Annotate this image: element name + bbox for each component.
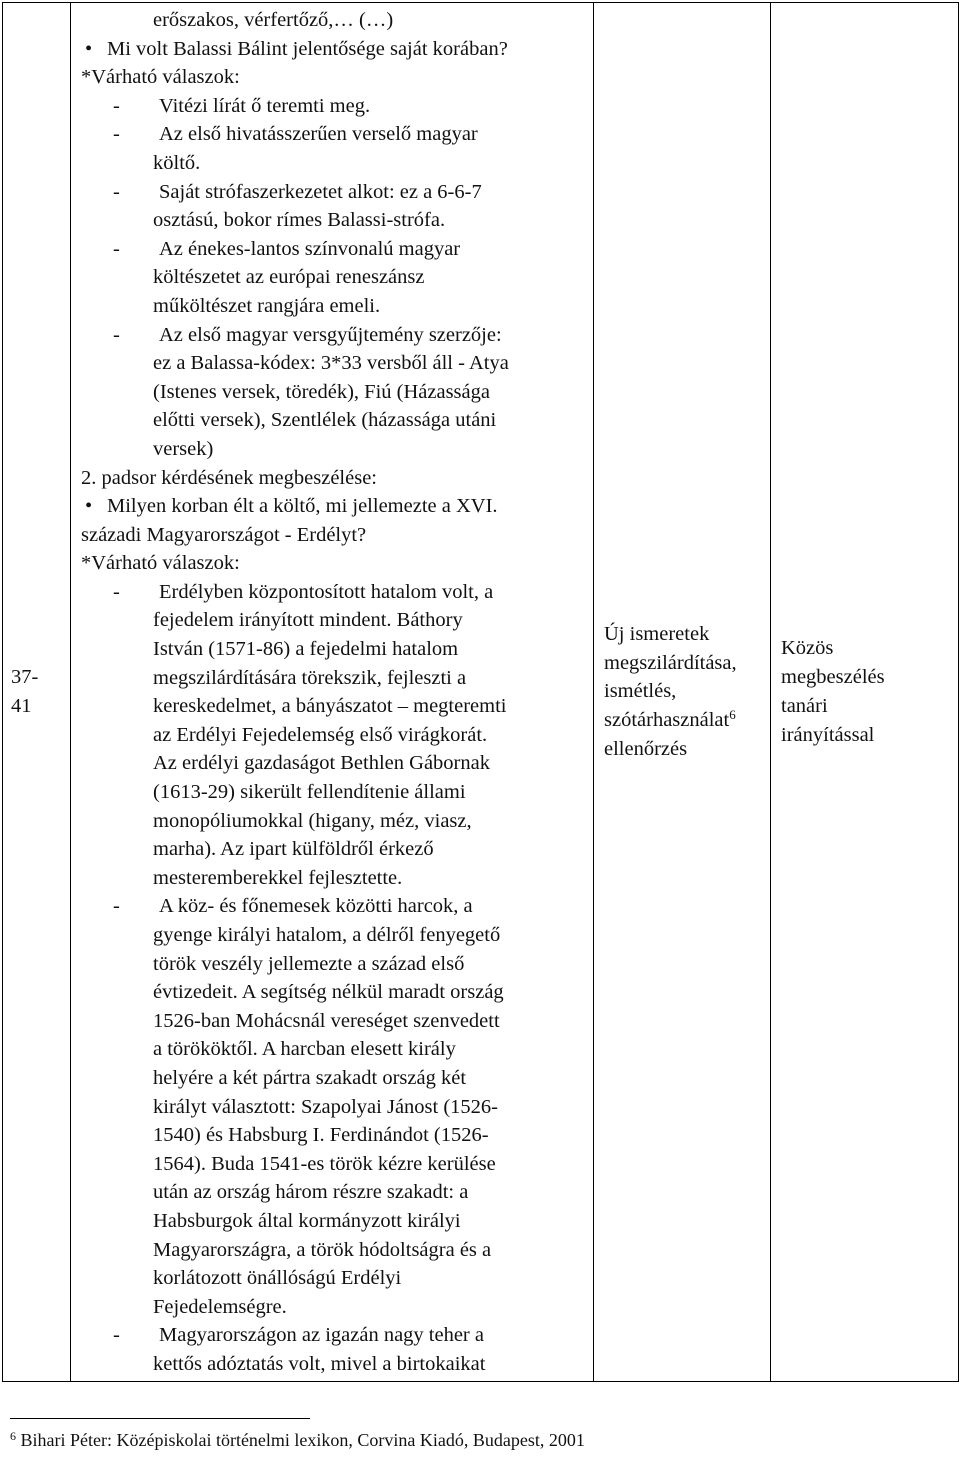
answer-continuation: előtti versek), Szentlélek (házassága utáni: [153, 409, 497, 432]
answer-continuation: helyére a két pártra szakadt ország két: [153, 1066, 467, 1089]
footnote-marker: 6: [10, 1429, 16, 1443]
footnote-text: Bihari Péter: Középiskolai történelmi lexikon, Corvina Kiadó, Budapest, 2001: [16, 1430, 585, 1450]
answer-text: Erdélyben központosított hatalom volt, a: [159, 580, 494, 603]
answer-continuation: István (1571-86) a fejedelmi hatalom: [153, 638, 459, 661]
answer-continuation: műköltészet rangjára emeli.: [153, 294, 381, 317]
content-cell: [71, 3, 594, 1382]
organization-text: [771, 634, 958, 749]
content-text: [71, 3, 593, 1381]
bullet-icon: •: [85, 495, 93, 518]
answer-item: [81, 892, 589, 921]
method-text: [594, 620, 770, 764]
answer-continuation: 1564). Buda 1541-es török kézre kerülése: [153, 1152, 496, 1175]
answer-text: A köz- és főnemesek közötti harcok, a: [159, 895, 473, 918]
method-line: [604, 706, 770, 735]
answer-text: Az énekes-lantos színvonalú magyar: [159, 237, 461, 260]
answer-continuation: (1613-29) sikerült fellendítenie állami: [153, 781, 466, 804]
lesson-plan-table: [2, 2, 959, 1382]
dash-marker: -: [113, 180, 120, 203]
question-continuation: századi Magyarországot - Erdélyt?: [81, 523, 367, 546]
expected-answers-label: *Várható válaszok:: [81, 552, 240, 575]
method-cell: [594, 3, 771, 1382]
bullet-icon: •: [85, 37, 93, 60]
answer-item: [81, 178, 589, 207]
answer-continuation: ez a Balassa-kódex: 3*33 versből áll - Atya: [153, 352, 509, 375]
method-line: ellenőrzés: [604, 737, 688, 760]
answer-continuation: marha). Az ipart külföldről érkező: [153, 838, 434, 861]
answer-continuation: kettős adóztatás volt, mivel a birtokaikat: [153, 1352, 486, 1375]
organization-line: megbeszélés: [781, 665, 885, 688]
answer-continuation: gyenge királyi hatalom, a délről fenyegető: [153, 924, 501, 946]
dash-marker: -: [113, 323, 120, 346]
footnote: [10, 1430, 585, 1451]
answer-continuation: a törököktől. A harcban elesett király: [153, 1038, 456, 1061]
answer-continuation: 1526-ban Mohácsnál vereséget szenvedett: [153, 1009, 500, 1032]
lesson-number-cell: [3, 3, 71, 1382]
organization-cell: [771, 3, 959, 1382]
organization-line: Közös: [781, 637, 834, 660]
method-line-text: szótárhasználat: [604, 709, 730, 732]
method-line: megszilárdítása,: [604, 651, 737, 674]
organization-line: irányítással: [781, 723, 875, 746]
table-row: [3, 3, 959, 1382]
method-line: ismétlés,: [604, 680, 677, 703]
answer-continuation: török veszély jellemezte a század első: [153, 952, 465, 975]
section-heading: 2. padsor kérdésének megbeszélése:: [81, 466, 377, 489]
answer-item: [81, 235, 589, 264]
answer-continuation: évtizedeit. A segítség nélkül maradt ország: [153, 981, 504, 1004]
dash-marker: -: [113, 94, 120, 117]
answer-continuation: korlátozott önállóságú Erdélyi: [153, 1267, 402, 1290]
answer-item: [81, 120, 589, 149]
answer-continuation: költő.: [153, 151, 201, 174]
answer-text: Magyarországon az igazán nagy teher a: [159, 1324, 484, 1347]
method-line: Új ismeretek: [604, 622, 710, 645]
answer-continuation: versek): [153, 437, 214, 460]
answer-continuation: kereskedelmet, a bányászatot – megteremti: [153, 695, 507, 718]
answer-continuation: fejedelem irányított mindent. Báthory: [153, 609, 463, 632]
organization-line: tanári: [781, 694, 828, 717]
answer-text: Vitézi lírát ő teremti meg.: [159, 94, 371, 117]
dash-marker: -: [113, 895, 120, 918]
dash-marker: -: [113, 1324, 120, 1347]
answer-continuation: után az ország három részre szakadt: a: [153, 1181, 469, 1204]
answer-text: Az első hivatásszerűen verselő magyar: [159, 123, 478, 146]
answer-continuation: mesteremberekkel fejlesztette.: [153, 866, 403, 889]
answer-continuation: költészetet az európai reneszánsz: [153, 266, 425, 289]
lesson-number-line: 37-: [11, 665, 39, 688]
lesson-number-line: 41: [11, 694, 32, 717]
answer-text: Az első magyar versgyűjtemény szerzője:: [159, 323, 502, 346]
answer-item: [81, 321, 589, 350]
text-line: erőszakos, vérfertőző,… (…): [153, 9, 394, 31]
answer-item: [81, 578, 589, 607]
footnote-separator: [10, 1418, 310, 1419]
answer-continuation: (Istenes versek, töredék), Fiú (Házassága: [153, 380, 490, 403]
answer-continuation: az Erdélyi Fejedelemség első virágkorát.: [153, 723, 488, 746]
answer-continuation: Az erdélyi gazdaságot Bethlen Gábornak: [153, 752, 490, 775]
answer-continuation: Fejedelemségre.: [153, 1295, 287, 1318]
dash-marker: -: [113, 237, 120, 260]
footnote-reference: 6: [729, 707, 736, 723]
lesson-number: [3, 663, 70, 721]
question-bullet-line: [81, 492, 589, 521]
answer-text: Saját strófaszerkezetet alkot: ez a 6-6-7: [159, 180, 482, 203]
answer-item: [81, 1321, 589, 1350]
answer-continuation: 1540) és Habsburg I. Ferdinándot (1526-: [153, 1124, 489, 1147]
answer-item: [81, 92, 589, 121]
question-bullet-line: [81, 35, 589, 64]
answer-continuation: királyt választott: Szapolyai Jánost (1526-: [153, 1095, 499, 1118]
dash-marker: -: [113, 580, 120, 603]
answer-continuation: Magyarországra, a török hódoltságra és a: [153, 1238, 492, 1261]
dash-marker: -: [113, 123, 120, 146]
question-text: Mi volt Balassi Bálint jelentősége saját korában?: [107, 37, 508, 60]
answer-continuation: osztású, bokor rímes Balassi-strófa.: [153, 209, 446, 232]
expected-answers-label: *Várható válaszok:: [81, 66, 240, 89]
answer-continuation: monopóliumokkal (higany, méz, viasz,: [153, 809, 472, 832]
answer-continuation: Habsburgok által kormányzott királyi: [153, 1209, 461, 1232]
answer-continuation: megszilárdítására törekszik, fejleszti a: [153, 666, 467, 689]
question-text: Milyen korban élt a költő, mi jellemezte a XVI.: [107, 495, 498, 518]
